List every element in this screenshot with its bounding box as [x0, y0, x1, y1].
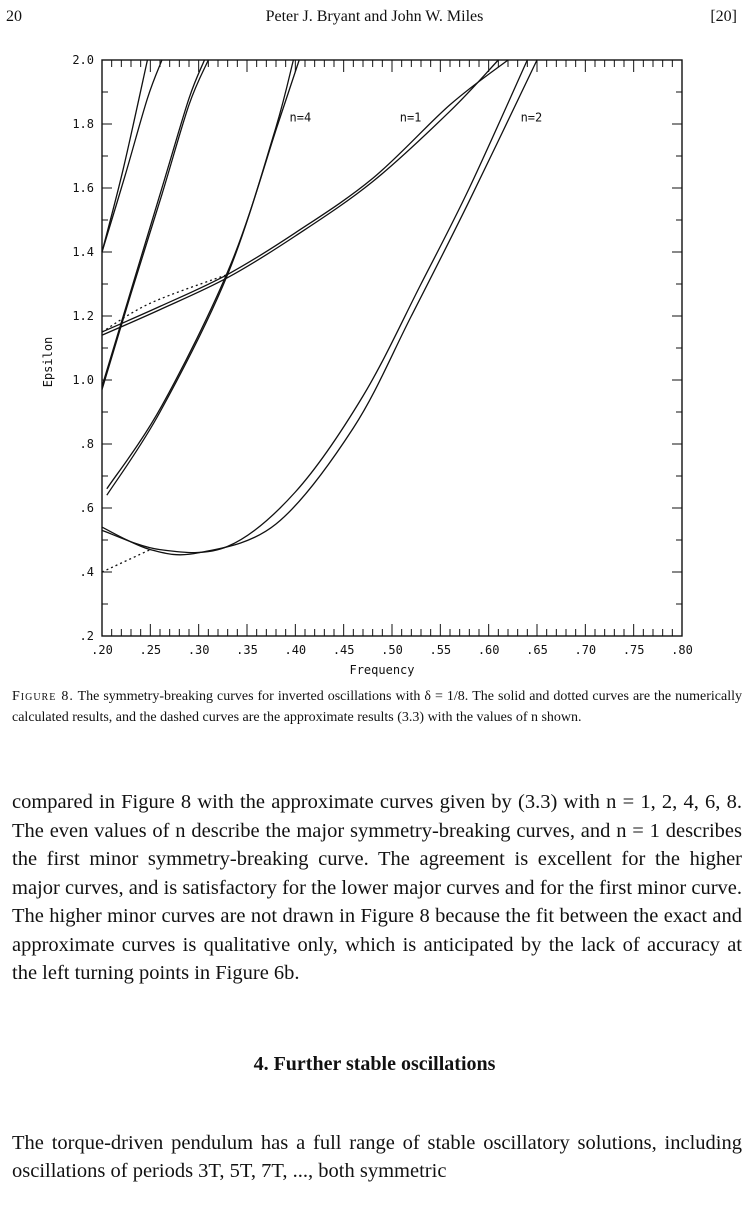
- y-tick-label: .2: [79, 629, 94, 643]
- curves: [102, 60, 537, 572]
- y-tick-label: 1.0: [72, 373, 94, 387]
- figure-8: [0, 40, 749, 680]
- x-tick-label: .70: [574, 643, 597, 657]
- curve-annotation: n=2: [520, 110, 543, 125]
- body-paragraph-2: [12, 1108, 742, 1206]
- y-tick-label: .8: [79, 437, 94, 451]
- curve-solid: [102, 60, 147, 252]
- y-tick-label: .4: [79, 565, 94, 579]
- y-tick-label: 1.2: [72, 309, 94, 323]
- body-paragraph-1: [12, 788, 742, 988]
- x-tick-label: .50: [381, 643, 403, 657]
- labels: [41, 53, 693, 677]
- plot-frame: [102, 60, 682, 636]
- x-tick-label: .60: [477, 643, 500, 657]
- x-tick-label: .75: [622, 643, 645, 657]
- curve-annotation: n=4: [289, 110, 312, 125]
- figure-caption: [12, 686, 742, 728]
- y-tick-label: 1.8: [72, 117, 94, 131]
- x-tick-label: .45: [332, 643, 355, 657]
- section-reference: [20]: [710, 8, 737, 25]
- curve-solid: [102, 60, 537, 555]
- curve-solid: [102, 60, 508, 332]
- y-axis-label: Epsilon: [41, 336, 55, 388]
- axes: [102, 60, 682, 636]
- x-tick-label: .30: [187, 643, 210, 657]
- caption-label: Figure 8.: [12, 689, 74, 704]
- symmetry-breaking-chart: [0, 40, 749, 680]
- section-heading: 4. Further stable oscillations: [253, 1053, 496, 1075]
- paragraph-text: compared in Figure 8 with the approximate curves given by (3.3) with n = 1, 2, 4, 6, 8. The even values of n describe the major symmetry-breaking curves, and n = 1 describes the first minor symmetry-breaking curve. The agreement is excellent for the higher major curves, and is satisfactory for the lower major curves and for the first minor curve. The higher minor curves are not drawn in Figure 8 because the fit between the exact and approximate curves is qualitative only, which is anticipated by the lack of accuracy at the left turning points in Figure 6b.: [12, 791, 742, 984]
- y-tick-label: 1.4: [72, 245, 94, 259]
- caption-text: The symmetry-breaking curves for inverted oscillations with δ = 1/8. The solid and dotted curves are the numerically calculated results, and the dashed curves are the approximate results (3.3) with the values of n shown.: [12, 689, 742, 725]
- x-tick-label: .65: [526, 643, 548, 657]
- x-axis-label: Frequency: [349, 663, 415, 677]
- curve-solid: [102, 60, 208, 390]
- curve-dotted: [102, 550, 150, 572]
- curve-annotation: n=1: [399, 110, 422, 125]
- paragraph-text-2: The torque-driven pendulum has a full range of stable oscillatory solutions, including oscillations of periods 3T, 5T, 7T, ..., both symmetric: [12, 1131, 742, 1182]
- x-tick-label: .25: [139, 643, 162, 657]
- x-tick-label: .55: [429, 643, 452, 657]
- y-tick-label: 1.6: [72, 181, 94, 195]
- running-head: Peter J. Bryant and John W. Miles: [265, 8, 484, 25]
- x-tick-label: .35: [236, 643, 258, 657]
- x-tick-label: .40: [284, 643, 307, 657]
- x-tick-label: .20: [91, 643, 113, 657]
- page-number: 20: [6, 8, 22, 25]
- x-tick-label: .80: [671, 643, 693, 657]
- y-tick-label: .6: [79, 501, 94, 515]
- y-tick-label: 2.0: [72, 53, 94, 67]
